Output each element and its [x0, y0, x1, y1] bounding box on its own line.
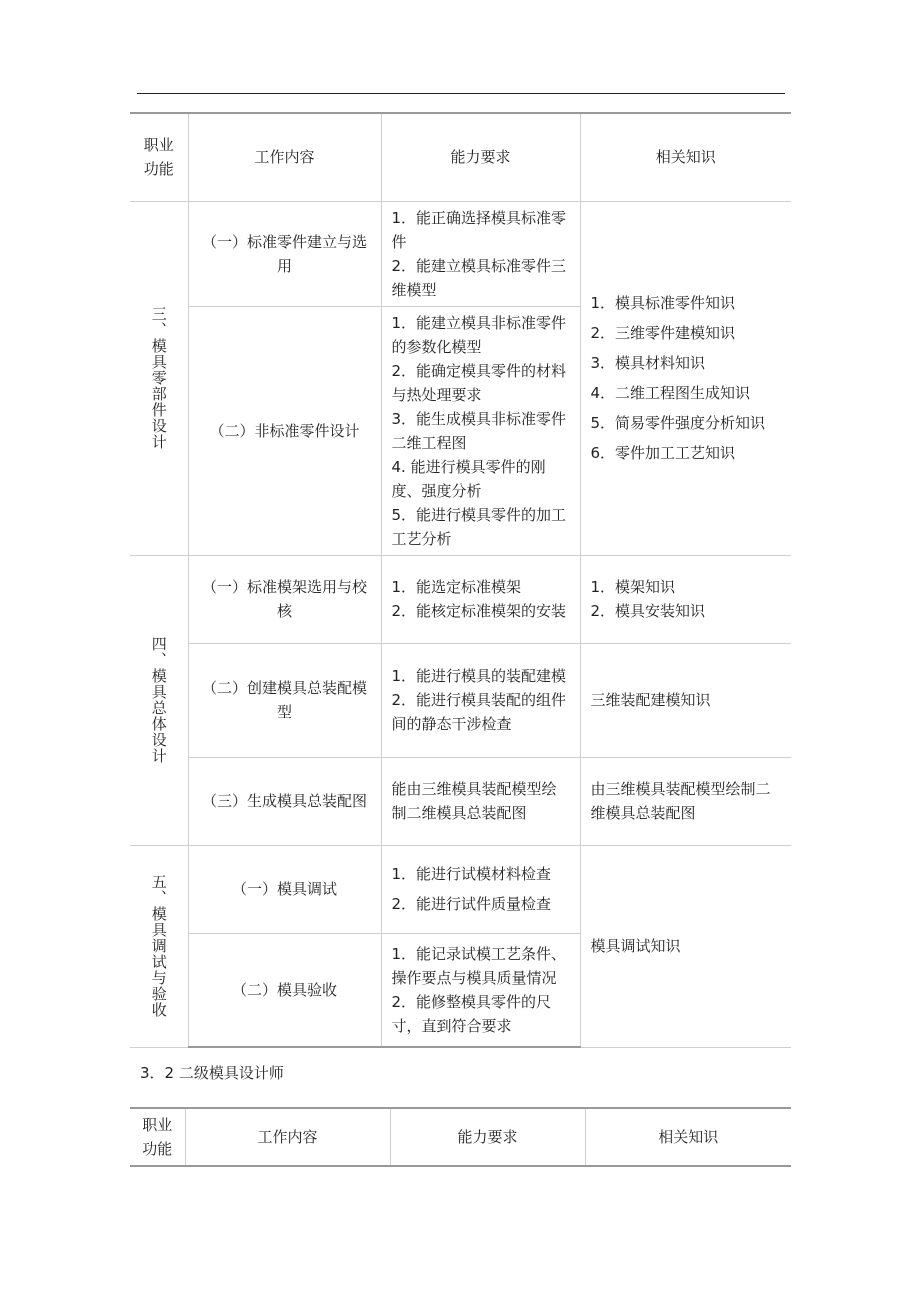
header-knowledge: 相关知识 — [585, 1108, 791, 1166]
header-content: 工作内容 — [188, 113, 381, 201]
function-cell: 四、模具总体设计 — [130, 555, 188, 845]
skills-table — [130, 112, 791, 1048]
content-cell: （一）标准零件建立与选用 — [188, 201, 381, 306]
function-cell: 五、模具调试与验收 — [130, 845, 188, 1047]
skills-table-2 — [130, 1107, 791, 1167]
table-row — [130, 643, 791, 757]
knowledge-cell: 模具调试知识 — [580, 845, 791, 1047]
content-cell: （二）模具验收 — [188, 933, 381, 1047]
header-function: 职业 功能 — [130, 113, 188, 201]
header-function: 职业 功能 — [130, 1108, 185, 1166]
content-cell: （一）模具调试 — [188, 845, 381, 933]
knowledge-cell: 1．模具标准零件知识 2．三维零件建模知识 3．模具材料知识 4．二维工程图生成知识 5．简易零件强度分析知识 6．零件加工工艺知识 — [580, 201, 791, 555]
ability-cell: 1．能正确选择模具标准零件 2．能建立模具标准零件三维模型 — [381, 201, 580, 306]
table-header-row — [130, 113, 791, 201]
header-ability: 能力要求 — [390, 1108, 585, 1166]
section-title: 3．2 二级模具设计师 — [140, 1064, 284, 1082]
table-header-row — [130, 1108, 791, 1166]
table-row — [130, 757, 791, 845]
ability-cell: 1．能记录试模工艺条件、操作要点与模具质量情况 2．能修整模具零件的尺寸，直到符合要求 — [381, 933, 580, 1047]
header-ability: 能力要求 — [381, 113, 580, 201]
content-cell: （二）创建模具总装配模型 — [188, 643, 381, 757]
knowledge-cell: 三维装配建模知识 — [580, 643, 791, 757]
ability-cell: 1．能选定标准模架 2．能核定标准模架的安装 — [381, 555, 580, 643]
top-rule — [137, 93, 785, 94]
header-content: 工作内容 — [185, 1108, 390, 1166]
knowledge-cell: 由三维模具装配模型绘制二维模具总装配图 — [580, 757, 791, 845]
ability-cell: 能由三维模具装配模型绘制二维模具总装配图 — [381, 757, 580, 845]
header-knowledge: 相关知识 — [580, 113, 791, 201]
content-cell: （三）生成模具总装配图 — [188, 757, 381, 845]
function-cell: 三、模具零部件设计 — [130, 201, 188, 555]
table-row — [130, 555, 791, 643]
table-row — [130, 845, 791, 933]
ability-cell: 1．能建立模具非标准零件的参数化模型 2．能确定模具零件的材料与热处理要求 3．能生成模具非标准零件二维工程图 4. 能进行模具零件的刚度、强度分析 5．能进行模具零件的加工工艺分析 — [381, 306, 580, 555]
ability-cell: 1．能进行试模材料检查 2．能进行试件质量检查 — [381, 845, 580, 933]
content-cell: （一）标准模架选用与校核 — [188, 555, 381, 643]
content-cell: （二）非标准零件设计 — [188, 306, 381, 555]
ability-cell: 1．能进行模具的装配建模 2．能进行模具装配的组件间的静态干涉检查 — [381, 643, 580, 757]
knowledge-cell: 1．模架知识 2．模具安装知识 — [580, 555, 791, 643]
table-row — [130, 201, 791, 306]
